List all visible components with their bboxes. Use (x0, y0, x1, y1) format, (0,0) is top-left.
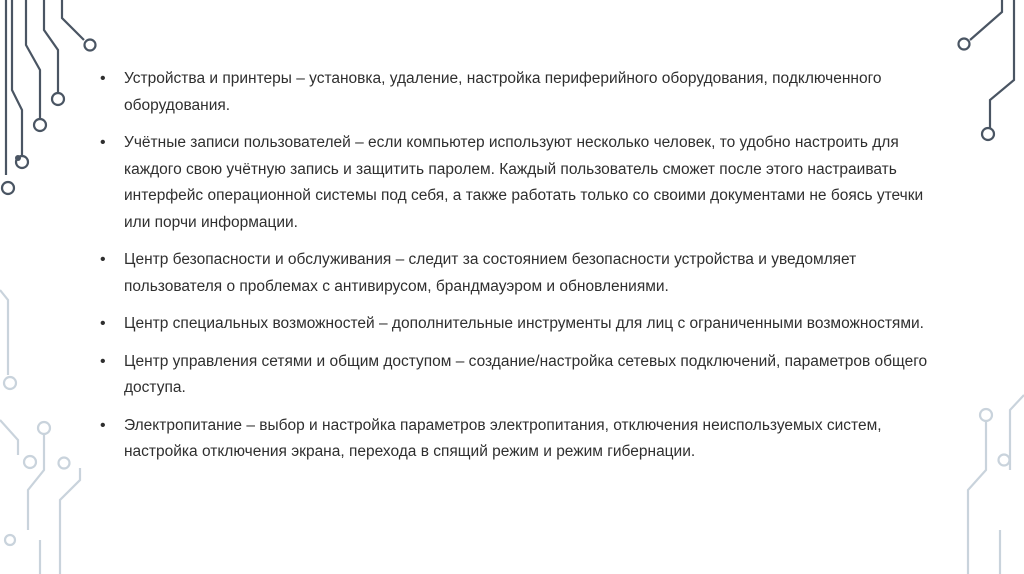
bullet-item-security-center (98, 247, 928, 300)
circuit-left-light (0, 290, 80, 574)
bullet-dot-icon: • (100, 315, 106, 332)
bullet-text: Центр специальных возможностей – дополнительные инструменты для лиц с ограниченными возможностями. (124, 315, 924, 332)
circuit-top-right (959, 0, 1015, 140)
bullet-dot-icon: • (100, 70, 106, 87)
circuit-right-light (968, 395, 1024, 574)
bullet-dot-icon: • (100, 251, 106, 268)
bullet-dot-icon: • (100, 416, 106, 434)
bullet-text: Учётные записи пользователей – если компьютер используют несколько человек, то удобно настроить для каждого свою учётную запись и защитить паролем. Каждый пользователь сможет после этого настраивать интерфейс операционной системы под себя, а также работать только со своими документами не боясь утечки или порчи информации. (124, 134, 924, 231)
bullet-item-accessibility (98, 311, 928, 338)
bullet-item-user-accounts (98, 130, 928, 236)
bullet-dot-icon: • (100, 352, 106, 370)
slide-content (98, 66, 928, 477)
bullet-text: Устройства и принтеры – установка, удаление, настройка периферийного оборудования, подключенного оборудования. (124, 70, 882, 114)
bullet-text: Центр безопасности и обслуживания – следит за состоянием безопасности устройства и уведомляет пользователя о проблемах с антивирусом, брандмауэром и обновлениями. (124, 251, 857, 295)
bullet-item-power-options (98, 413, 928, 466)
circuit-top-left (2, 0, 96, 194)
bullet-item-devices-printers (98, 66, 928, 119)
bullet-text: Центр управления сетями и общим доступом – создание/настройка сетевых подключений, параметров общего доступа. (124, 352, 928, 396)
bullet-dot-icon: • (100, 134, 106, 151)
bullet-item-network-center (98, 349, 928, 402)
bullet-text: Электропитание – выбор и настройка параметров электропитания, отключения неиспользуемых систем, настройка отключения экрана, перехода в спящий режим и режим гибернации. (124, 416, 882, 460)
bullet-list (98, 66, 928, 466)
